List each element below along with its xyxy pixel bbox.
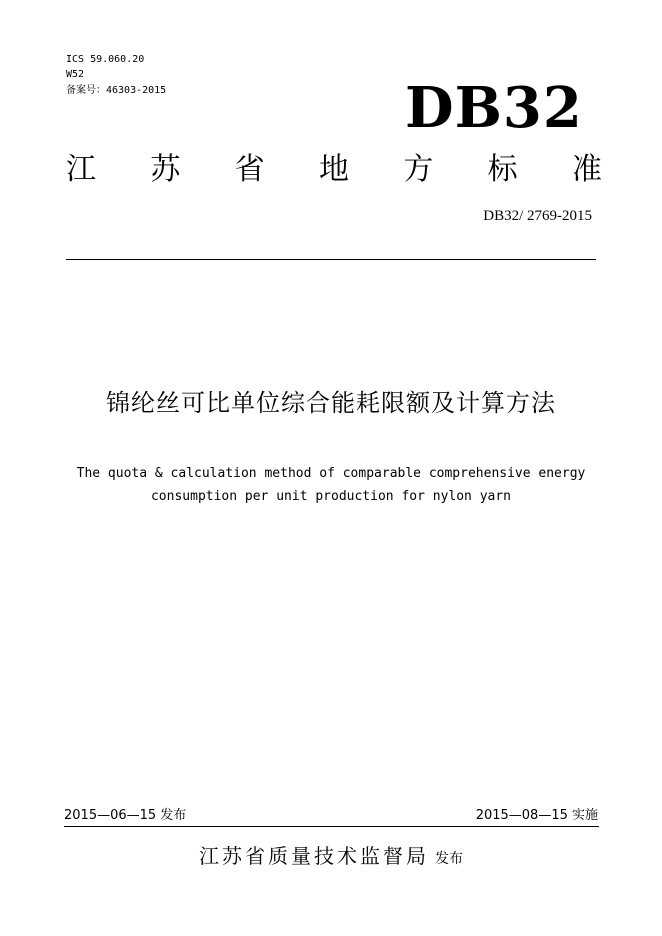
standard-type-char: 标 bbox=[487, 152, 518, 187]
standard-number: DB32/ 2769-2015 bbox=[483, 208, 592, 224]
implement-date: 2015—08—15 实施 bbox=[475, 808, 598, 823]
issuer-suffix: 发布 bbox=[435, 851, 463, 867]
standard-type-char: 苏 bbox=[150, 152, 181, 187]
issuer bbox=[0, 840, 662, 875]
standard-type-title bbox=[66, 150, 602, 190]
record-number: 备案号：46303-2015 bbox=[66, 85, 167, 96]
document-title-cn: 锦纶丝可比单位综合能耗限额及计算方法 bbox=[106, 389, 556, 417]
classification-code: W52 bbox=[66, 69, 85, 80]
standard-type-char: 准 bbox=[571, 152, 602, 187]
standard-type-char: 方 bbox=[403, 152, 434, 187]
standard-code-logo: DB32 bbox=[405, 75, 583, 141]
issuer-name: 江苏省质量技术监督局 bbox=[199, 844, 429, 868]
document-title-en-line1: The quota & calculation method of comparable comprehensive energy bbox=[76, 466, 586, 481]
publish-date: 2015—06—15 发布 bbox=[64, 808, 187, 823]
header-divider bbox=[66, 259, 596, 260]
document-title-en-line2: consumption per unit production for nylon yarn bbox=[150, 489, 512, 504]
standard-type-char: 地 bbox=[318, 152, 349, 187]
footer-divider bbox=[64, 826, 599, 827]
standard-type-char: 省 bbox=[234, 152, 265, 187]
ics-code: ICS 59.060.20 bbox=[66, 54, 145, 65]
standard-type-char: 江 bbox=[66, 152, 96, 187]
